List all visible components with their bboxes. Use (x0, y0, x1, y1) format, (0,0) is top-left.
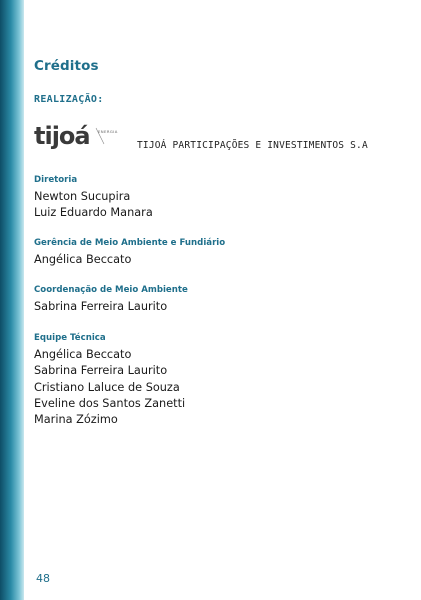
member-name: Sabrina Ferreira Laurito (34, 364, 168, 378)
group-heading: Coordenação de Meio Ambiente (34, 285, 188, 295)
member-name: Sabrina Ferreira Laurito (34, 300, 168, 313)
member-name: Angélica Beccato (34, 253, 132, 266)
member-name: Cristiano Laluce de Souza (34, 380, 180, 394)
group-diretoria (34, 174, 153, 222)
member-name: Marina Zózimo (34, 413, 118, 427)
decorative-edge-bar (0, 0, 24, 600)
member-name: Luiz Eduardo Manara (34, 206, 153, 220)
member-name: Angélica Beccato (34, 348, 132, 361)
page-title: Créditos (34, 58, 99, 74)
member-name: Eveline dos Santos Zanetti (34, 396, 186, 410)
group-equipe-tecnica (34, 332, 185, 428)
page-number: 48 (36, 572, 50, 585)
realizacao-heading: REALIZAÇÃO: (34, 94, 104, 105)
logo-subtitle: ENERGIA (98, 129, 118, 134)
group-heading: Diretoria (34, 175, 78, 185)
group-heading: Gerência de Meio Ambiente e Fundiário (34, 238, 226, 248)
member-name: Newton Sucupira (34, 190, 131, 203)
group-coordenacao (34, 284, 188, 315)
group-gerencia (34, 237, 225, 268)
company-name: TIJOÁ PARTICIPAÇÕES E INVESTIMENTOS S.A (137, 140, 368, 151)
tijoa-logo (34, 120, 134, 152)
group-heading: Equipe Técnica (34, 333, 106, 343)
logo-wordmark: tijoá (34, 122, 90, 150)
